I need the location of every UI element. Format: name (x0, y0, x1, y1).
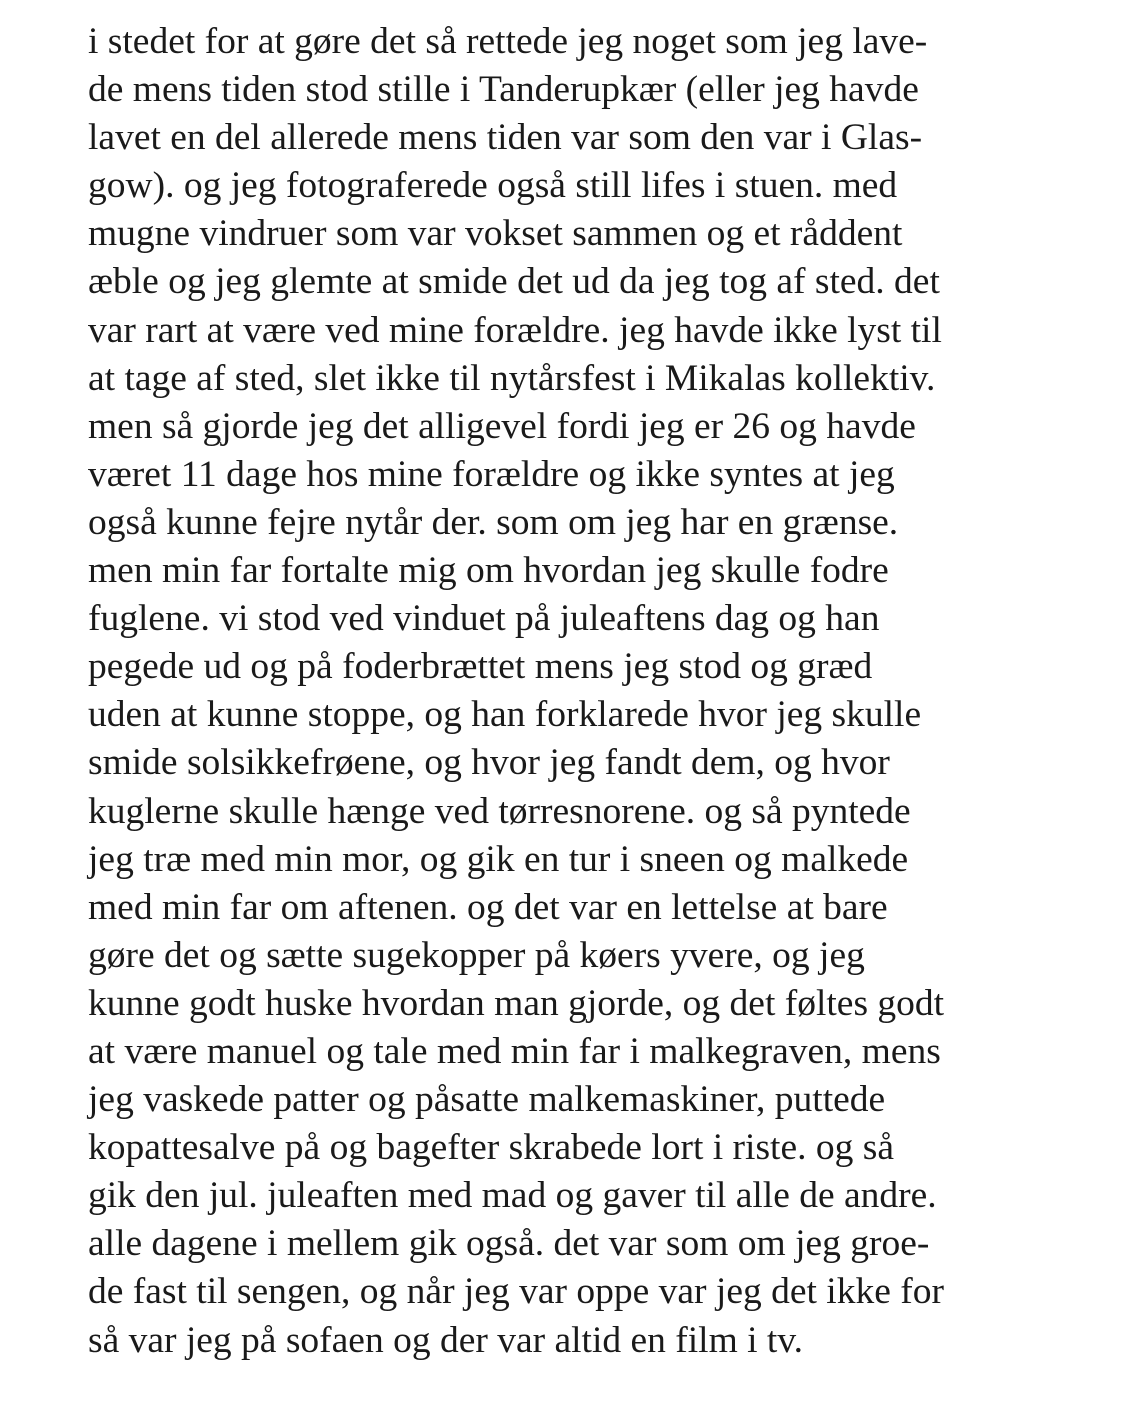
text-line: de fast til sengen, og når jeg var oppe var jeg det ikke for (88, 1271, 944, 1313)
text-line: så var jeg på sofaen og der var altid en film i tv. (88, 1319, 804, 1361)
text-line: også kunne fejre nytår der. som om jeg har en grænse. (88, 501, 899, 543)
text-line: mugne vindruer som var vokset sammen og et råddent (88, 213, 903, 255)
text-line: jeg vaskede patter og påsatte malkemaskiner, puttede (88, 1079, 886, 1121)
text-line: lavet en del allerede mens tiden var som den var i Glas- (88, 117, 923, 159)
text-line: de mens tiden stod stille i Tanderupkær (eller jeg havde (88, 69, 919, 111)
text-line: i stedet for at gøre det så rettede jeg noget som jeg lave- (88, 21, 928, 62)
text-line: men min far fortalte mig om hvordan jeg skulle fodre (88, 550, 889, 592)
text-line: været 11 dage hos mine forældre og ikke syntes at jeg (88, 453, 895, 495)
text-line: gow). og jeg fotograferede også still lifes i stuen. med (88, 165, 898, 207)
text-line: æble og jeg glemte at smide det ud da jeg tog af sted. det (88, 261, 940, 303)
text-line: men så gjorde jeg det alligevel fordi jeg er 26 og havde (88, 405, 916, 447)
text-line: at være manuel og tale med min far i malkegraven, mens (88, 1030, 941, 1072)
text-line: fuglene. vi stod ved vinduet på juleaftens dag og han (88, 598, 880, 640)
body-text (88, 18, 1098, 1365)
text-line: kuglerne skulle hænge ved tørresnorene. og så pyntede (88, 790, 911, 832)
text-line: kunne godt huske hvordan man gjorde, og det føltes godt (88, 982, 945, 1024)
text-line: var rart at være ved mine forældre. jeg havde ikke lyst til (88, 309, 942, 351)
text-line: smide solsikkefrøene, og hvor jeg fandt dem, og hvor (88, 742, 890, 784)
text-line: gik den jul. juleaften med mad og gaver til alle de andre. (88, 1175, 937, 1217)
text-line: kopattesalve på og bagefter skrabede lort i riste. og så (88, 1127, 894, 1169)
text-line: uden at kunne stoppe, og han forklarede hvor jeg skulle (88, 694, 922, 736)
text-line: gøre det og sætte sugekopper på køers yvere, og jeg (88, 934, 865, 976)
text-line: pegede ud og på foderbrættet mens jeg stod og græd (88, 646, 873, 688)
text-line: alle dagene i mellem gik også. det var som om jeg groe- (88, 1223, 930, 1265)
text-line: med min far om aftenen. og det var en lettelse at bare (88, 886, 888, 928)
text-line: at tage af sted, slet ikke til nytårsfest i Mikalas kollektiv. (88, 357, 936, 399)
text-line: jeg træ med min mor, og gik en tur i sneen og malkede (88, 838, 909, 880)
